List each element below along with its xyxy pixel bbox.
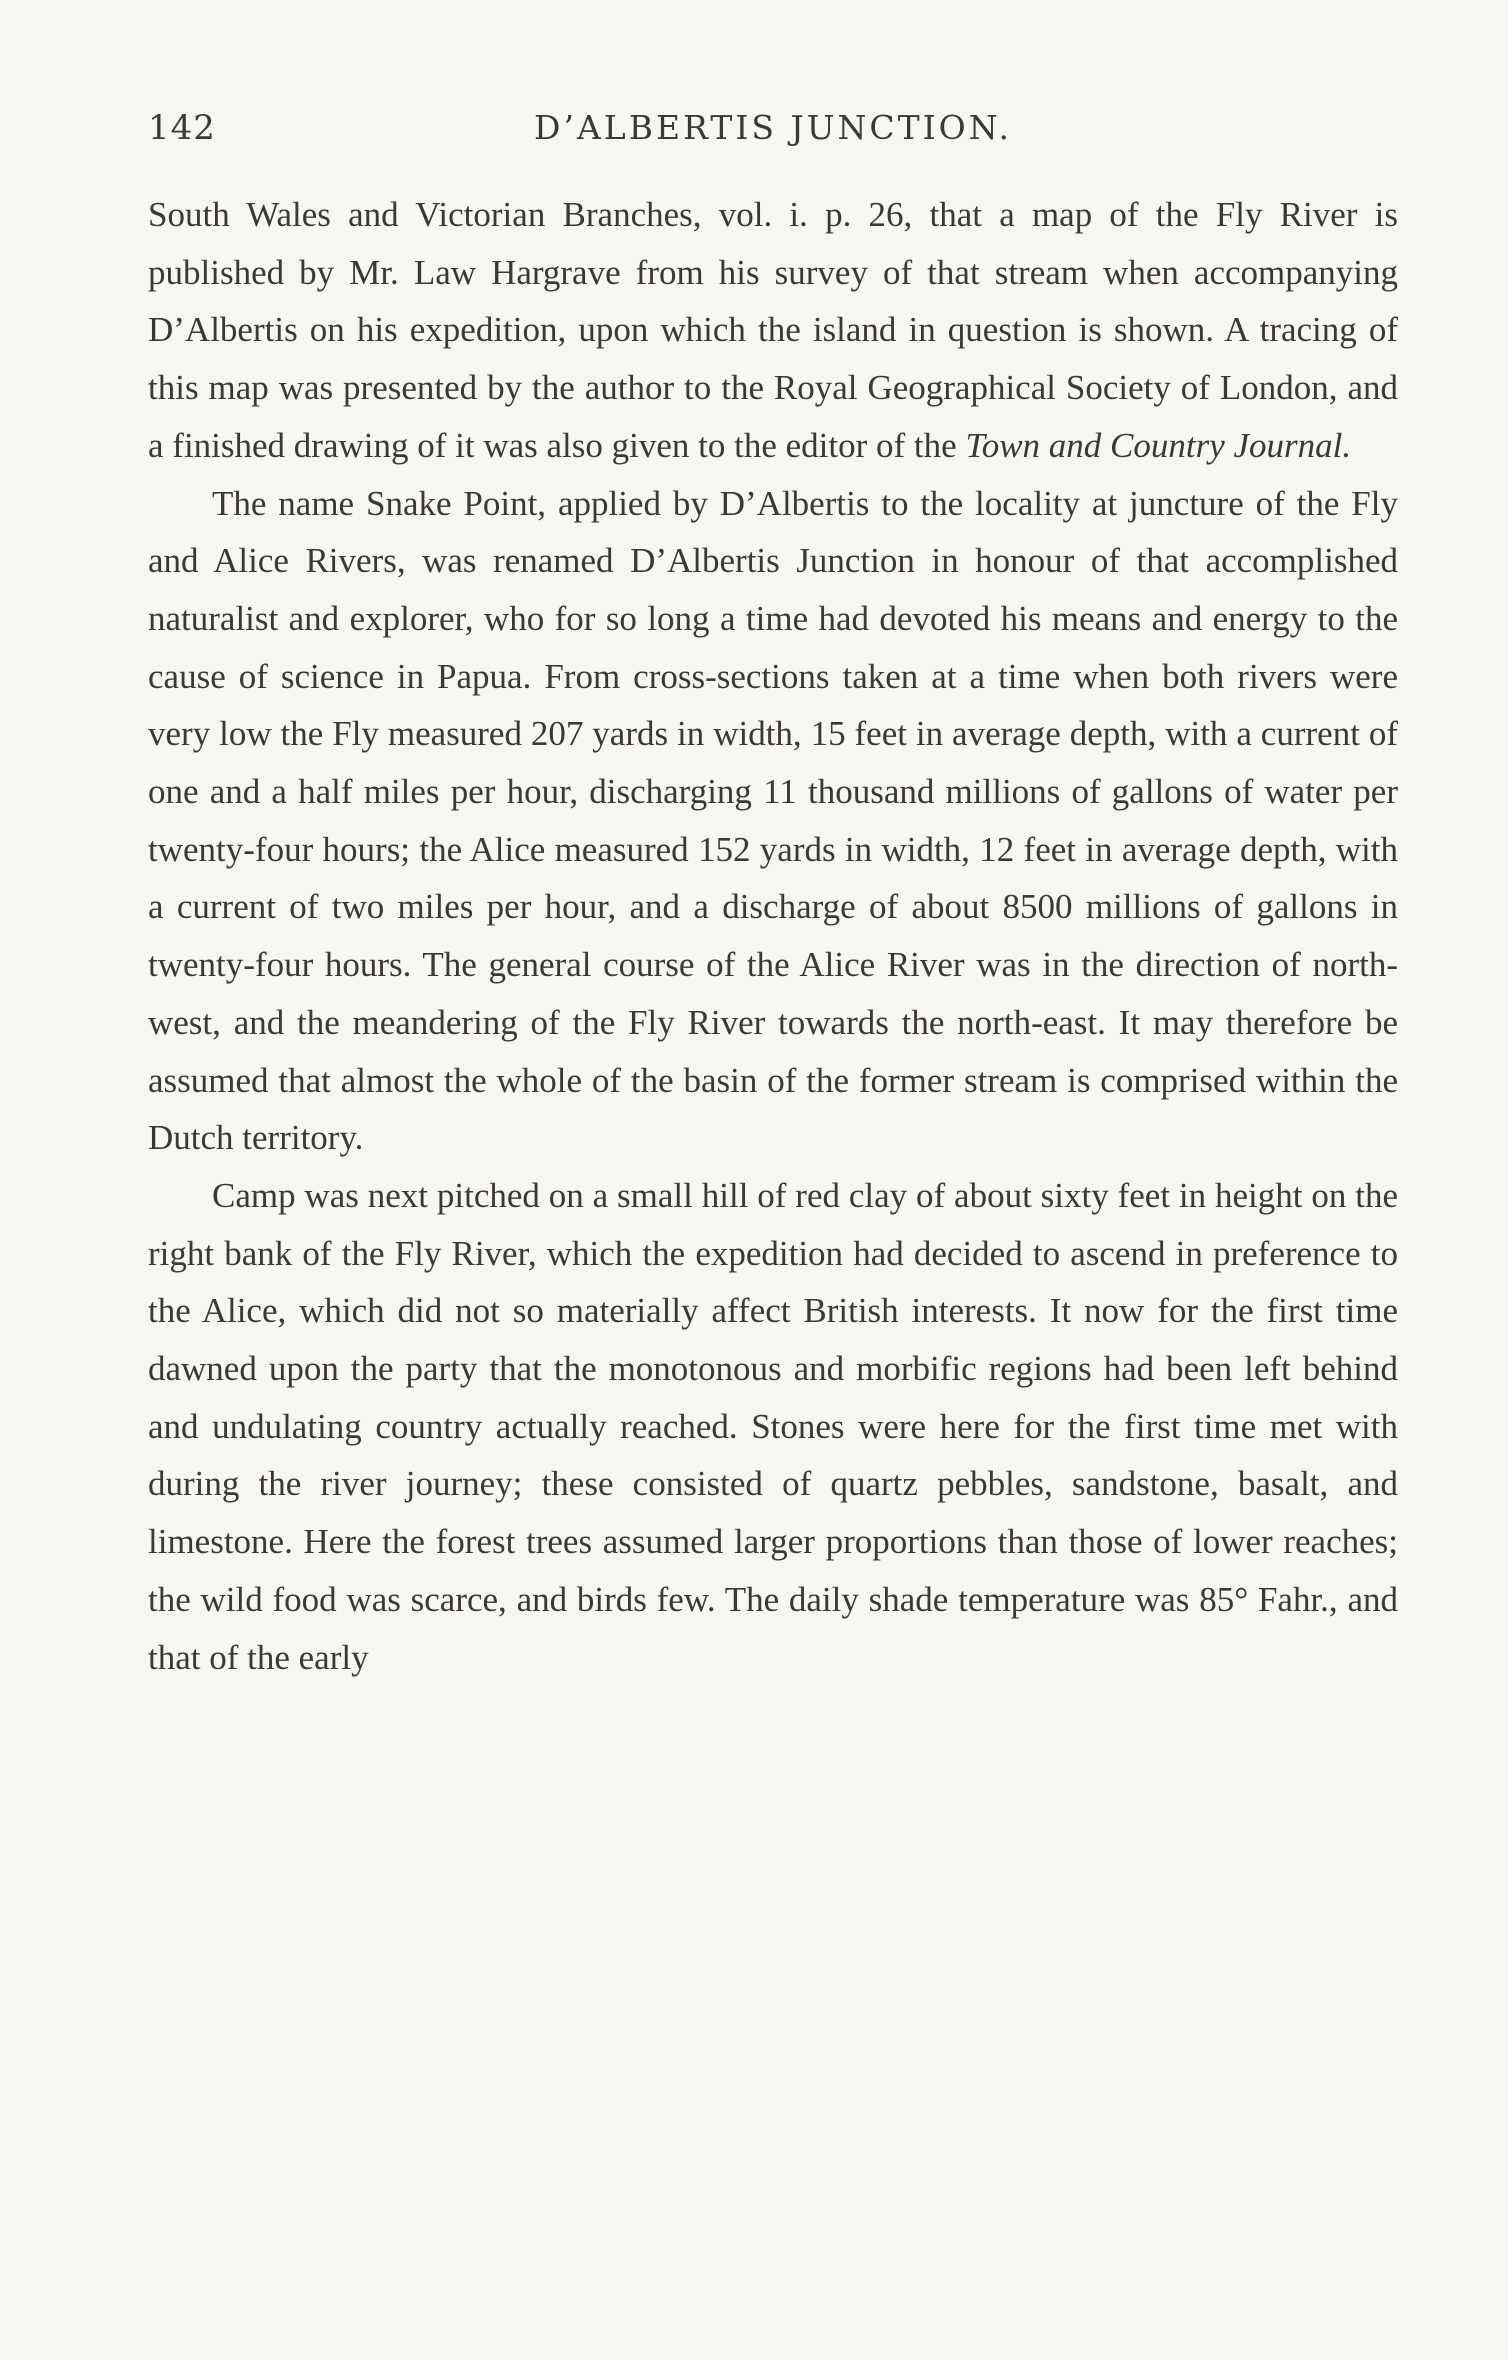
journal-title-italic: Town and Country Journal. <box>965 425 1352 465</box>
page-number: 142 <box>148 108 216 148</box>
running-head <box>148 108 1398 158</box>
paragraph-continuation <box>148 186 1398 475</box>
paragraph-camp: Camp was next pitched on a small hill of red clay of about sixty feet in height on the right bank of the Fly River, which the expedition had decided to ascend in preference to the Alice, which did not so materially affect British interests. It now for the first time dawned upon the party that the monotonous and morbific regions had been left behind and undulating country actually reached. Stones were here for the first time met with during the river journey; these consisted of quartz pebbles, sandstone, basalt, and limestone. Here the forest trees assumed larger proportions than those of lower reaches; the wild food was scarce, and birds few. The daily shade temperature was 85° Fahr., and that of the early <box>148 1175 1398 1677</box>
paragraph-1-text: South Wales and Victorian Branches, vol. i. p. 26, that a map of the Fly River is published by Mr. Law Hargrave from his survey of that stream when accompanying D’Albertis on his expedition, upon which the island in question is shown. A tracing of this map was presented by the author to the Royal Geographical Society of London, and a finished drawing of it was also given to the editor of the <box>148 195 1398 465</box>
page-header-title: D’ALBERTIS JUNCTION. <box>534 108 1012 147</box>
paragraph-snake-point: The name Snake Point, applied by D’Albertis to the locality at juncture of the Fly and Alice Rivers, was renamed D’Albertis Junction in honour of that accomplished naturalist and explorer, who for so long a time had devoted his means and energy to the cause of science in Papua. From cross-sections taken at a time when both rivers were very low the Fly measured 207 yards in width, 15 feet in average depth, with a current of one and a half miles per hour, discharging 11 thousand millions of gallons of water per twenty-four hours; the Alice measured 152 yards in width, 12 feet in average depth, with a current of two miles per hour, and a discharge of about 8500 millions of gallons in twenty-four hours. The general course of the Alice River was in the direction of north-west, and the meandering of the Fly River towards the north-east. It may therefore be assumed that almost the whole of the basin of the former stream is comprised within the Dutch territory. <box>148 483 1398 1158</box>
body-text <box>148 186 1398 1686</box>
